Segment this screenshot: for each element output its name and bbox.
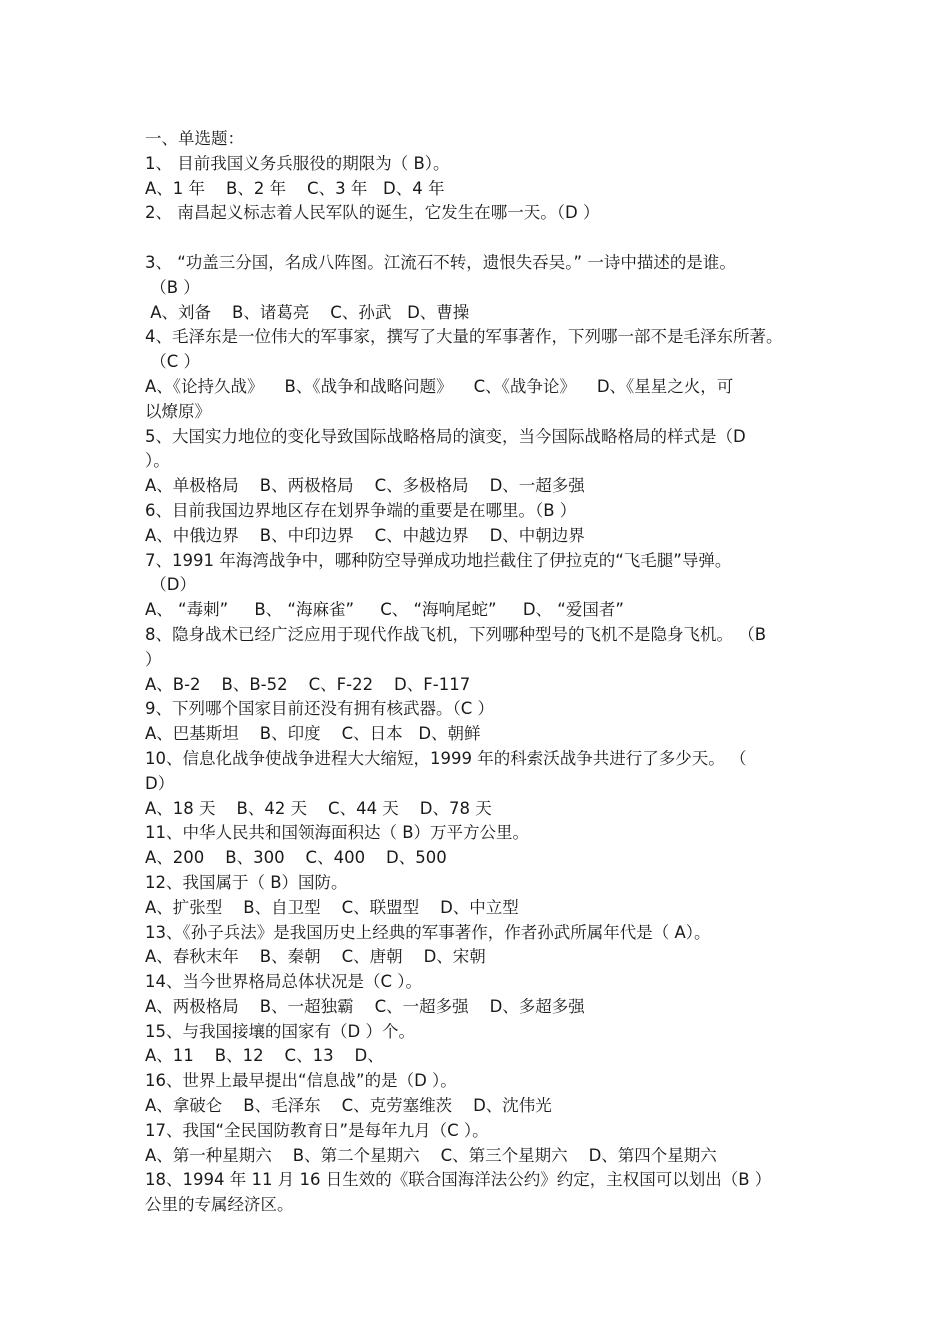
text-line: 10、信息化战争使战争进程大大缩短，1999 年的科索沃战争共进行了多少天。 （ — [145, 748, 747, 768]
text-line: 14、当今世界格局总体状况是（C ）。 — [145, 972, 423, 992]
text-line: （D） — [145, 575, 196, 595]
text-line: 11、中华人民共和国领海面积达（ B）万平方公里。 — [145, 823, 530, 843]
text-line: 公里的专属经济区。 — [145, 1195, 294, 1215]
text-line: 17、我国“全民国防教育日”是每年九月（C ）。 — [145, 1120, 489, 1140]
text-line: A、1 年 B、2 年 C、3 年 D、4 年 — [145, 178, 445, 198]
text-line: （C ） — [145, 352, 201, 372]
text-line: A、扩张型 B、自卫型 C、联盟型 D、中立型 — [145, 897, 519, 917]
text-line: 9、下列哪个国家目前还没有拥有核武器。（C ） — [145, 699, 495, 719]
section-title: 一、单选题： — [145, 129, 244, 148]
text-line: 1、 目前我国义务兵服役的期限为（ B）。 — [145, 153, 450, 173]
text-line: A、18 天 B、42 天 C、44 天 D、78 天 — [145, 798, 492, 818]
text-line: A、刘备 B、诸葛亮 C、孙武 D、曹操 — [145, 302, 470, 322]
text-line: A、《论持久战》 B、《战争和战略问题》 C、《战争论》 D、《星星之火，可 — [145, 376, 734, 396]
text-line: 7、1991 年海湾战争中，哪种防空导弹成功地拦截住了伊拉克的“飞毛腿”导弹。 — [145, 550, 732, 570]
text-line: A、第一种星期六 B、第二个星期六 C、第三个星期六 D、第四个星期六 — [145, 1145, 717, 1165]
text-line: D） — [145, 773, 175, 793]
text-line: （B ） — [145, 277, 200, 297]
text-line: A、两极格局 B、一超独霸 C、一超多强 D、多超多强 — [145, 996, 585, 1016]
text-line: A、拿破仑 B、毛泽东 C、克劳塞维茨 D、沈伟光 — [145, 1096, 552, 1116]
text-line: 15、与我国接壤的国家有（D ）个。 — [145, 1021, 415, 1041]
text-line: 12、我国属于（ B）国防。 — [145, 872, 348, 892]
blank-line — [145, 226, 825, 251]
text-line: 3、 “功盖三分国，名成八阵图。江流石不转，遗恨失吞吴。” 一诗中描述的是谁。 — [145, 252, 736, 272]
text-line: 5、大国实力地位的变化导致国际战略格局的演变，当今国际战略格局的样式是（D — [145, 426, 746, 446]
text-line: 13、《孙子兵法》是我国历史上经典的军事著作，作者孙武所属年代是（ A）。 — [145, 922, 711, 942]
question-list — [145, 127, 825, 1218]
text-line: A、春秋末年 B、秦朝 C、唐朝 D、宋朝 — [145, 947, 486, 967]
text-line: ）。 — [145, 451, 170, 471]
text-line: 6、目前我国边界地区存在划界争端的重要是在哪里。（B ） — [145, 500, 577, 520]
text-line: A、11 B、12 C、13 D、 — [145, 1046, 384, 1066]
text-line: ） — [145, 649, 162, 669]
text-line: 2、 南昌起义标志着人民军队的诞生，它发生在哪一天。（D ） — [145, 203, 600, 223]
text-line: A、200 B、300 C、400 D、500 — [145, 848, 447, 868]
text-line: 以燎原》 — [145, 401, 211, 421]
text-line: 16、世界上最早提出“信息战”的是（D ）。 — [145, 1071, 457, 1091]
text-line: A、 “毒刺” B、 “海麻雀” C、 “海响尾蛇” D、 “爱国者” — [145, 600, 624, 620]
text-line: A、巴基斯坦 B、印度 C、日本 D、朝鲜 — [145, 724, 481, 744]
text-line: A、B-2 B、B-52 C、F-22 D、F-117 — [145, 674, 471, 694]
text-line: A、中俄边界 B、中印边界 C、中越边界 D、中朝边界 — [145, 525, 585, 545]
text-line: 8、隐身战术已经广泛应用于现代作战飞机，下列哪种型号的飞机不是隐身飞机。 （B — [145, 624, 767, 644]
text-line: A、单极格局 B、两极格局 C、多极格局 D、一超多强 — [145, 476, 585, 496]
text-line: 18、1994 年 11 月 16 日生效的《联合国海洋法公约》约定，主权国可以划出（B ） — [145, 1170, 772, 1190]
text-line: 4、毛泽东是一位伟大的军事家，撰写了大量的军事著作，下列哪一部不是毛泽东所著。 — [145, 327, 783, 347]
